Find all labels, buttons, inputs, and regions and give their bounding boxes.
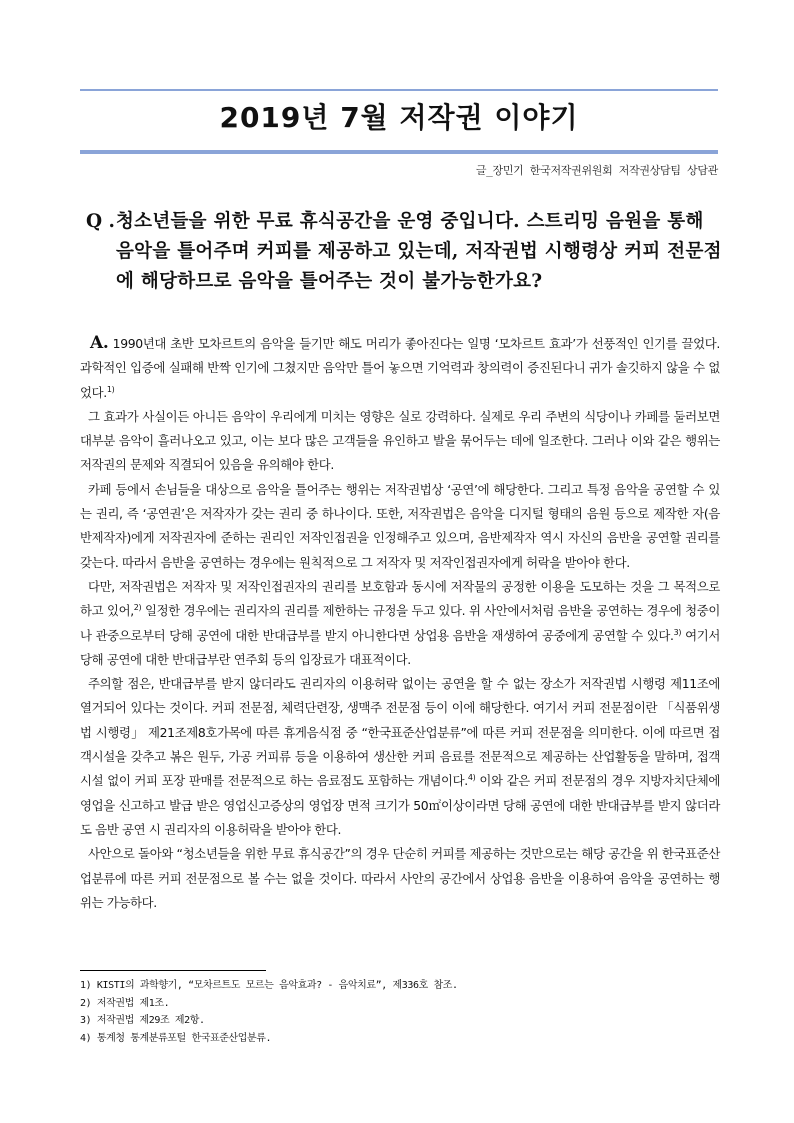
answer-paragraph-1 [80,331,720,405]
question-block [86,207,726,297]
answer-paragraph-4-text-a: 다만, 저작권법은 저작자 및 저작인접권자의 권리를 보호함과 동시에 저작물의 공정한 이용을 도모하는 것을 그 목적으로 하고 있어, [80,578,720,619]
footnote-ref-2: 2) [133,603,142,613]
footnote-separator [80,970,266,971]
author-byline: 글_장민기 한국저작권위원회 저작권상담팀 상담관 [475,164,718,177]
answer-paragraph-5-text-a: 주의할 점은, 반대급부를 받지 않더라도 권리자의 이용허락 없이는 공연을 할 수 없는 장소가 저작권법 시행령 제11조에 열거되어 있다는 것이다. 커피 전문점, 체력단련장, 생맥주 전문점 등이 이에 해당한다. 여기서 커피 전문점이란 「식품위생법 시행령」 제21조제8호가목에 따른 휴게음식점 중 “한국표준산업분류”에 따른 커피 전문점을 의미한다. 이에 따르면 접객시설을 갖추고 볶은 원두, 가공 커피류 등을 이용하여 생산한 커피 음료를 전문적으로 제공하는 산업활동을 말하며, 접객시설 없이 커피 포장 판매를 전문적으로 하는 음료점도 포함하는 개념이다. [80,676,720,789]
footnote-ref-1: 1) [106,384,115,394]
answer-paragraph-1-text: 1990년대 초반 모차르트의 음악을 들기만 해도 머리가 좋아진다는 일명 ‘모차르트 효과’가 선풍적인 인기를 끌었다. 과학적인 입증에 실패해 반짝 인기에 그쳤지만 음악만 틀어 놓으면 기억력과 창의력이 증진된다니 귀가 솔깃하지 않을 수 없었다. [80,336,720,400]
footnote-2: 2) 저작권법 제1조. [80,997,170,1009]
answer-block [80,331,720,915]
footnote-ref-3: 3) [673,627,682,637]
title-top-rule [80,89,718,91]
footnotes [80,977,720,1047]
answer-paragraph-4 [80,575,720,672]
answer-paragraph-5 [80,672,720,842]
footnote-1: 1) KISTI의 과학향기, “모차르트도 모르는 음악효과? - 음악치료”, 제336호 참조. [80,980,458,991]
answer-paragraph-5-text-b: 이와 같은 커피 전문점의 경우 지방자치단체에 영업을 신고하고 발급 받은 영업신고증상의 영업장 면적 크기가 50㎡이상이라면 당해 공연에 대한 반대급부를 받지 않더라도 음반 공연 시 권리자의 이용허락을 받아야 한다. [80,773,720,837]
answer-mark-label: A. [90,333,109,353]
footnote-3: 3) 저작권법 제29조 제2항. [80,1015,205,1026]
question-text: 청소년들을 위한 무료 휴식공간을 운영 중입니다. 스트리밍 음원을 통해 음악을 틀어주며 커피를 제공하고 있는데, 저작권법 시행령상 커피 전문점에 해당하므로 음악을 틀어주는 것이 불가능한가요? [116,211,722,292]
question-mark-label: Q . [86,211,115,232]
answer-paragraph-4-text-b: 일정한 경우에는 권리자의 권리를 제한하는 규정을 두고 있다. 위 사안에서처럼 음반을 공연하는 경우에 청중이나 관중으로부터 당해 공연에 대한 반대급부를 받지 아니한다면 상업용 음반을 재생하여 공중에게 공연할 수 있다. [80,603,720,643]
footnote-4: 4) 통계청 통계분류포털 한국표준산업분류. [80,1032,272,1044]
page-title: 2019년 7월 저작권 이야기 [219,101,579,134]
footnote-ref-4: 4) [467,773,476,783]
answer-paragraph-3: 카페 등에서 손님들을 대상으로 음악을 틀어주는 행위는 저작권법상 ‘공연’에 해당한다. 그리고 특정 음악을 공연할 수 있는 권리, 즉 ‘공연권’은 저작자가 갖는 권리 중 하나이다. 또한, 저작권법은 음악을 디지털 형태의 음원 등으로 제작한 자(음반제작자)에게 저작권자에 준하는 권리인 저작인접권을 인정해주고 있으며, 음반제작자 역시 자신의 음반을 공연할 권리를 갖는다. 따라서 음반을 공연하는 경우에는 원칙적으로 그 저작자 및 저작인접권자에게 허락을 받아야 한다. [80,481,720,570]
title-bottom-rule [80,150,718,154]
answer-paragraph-4-text-c: 여기서 당해 공연에 대한 반대급부란 연주회 등의 입장료가 대표적이다. [80,627,720,667]
answer-paragraph-2: 그 효과가 사실이든 아니든 음악이 우리에게 미치는 영향은 실로 강력하다. 실제로 우리 주변의 식당이나 카페를 둘러보면 대부분 음악이 흘러나오고 있고, 이는 보다 많은 고객들을 유인하고 발을 묶어두는 데에 일조한다. 그러나 이와 같은 행위는 저작권의 문제와 직결되어 있음을 유의해야 한다. [80,408,720,473]
answer-paragraph-6: 사안으로 돌아와 “청소년들을 위한 무료 휴식공간”의 경우 단순히 커피를 제공하는 것만으로는 해당 공간을 위 한국표준산업분류에 따른 커피 전문점으로 볼 수는 없을 것이다. 따라서 사안의 공간에서 상업용 음반을 이용하여 음악을 공연하는 행위는 가능하다. [80,846,720,910]
